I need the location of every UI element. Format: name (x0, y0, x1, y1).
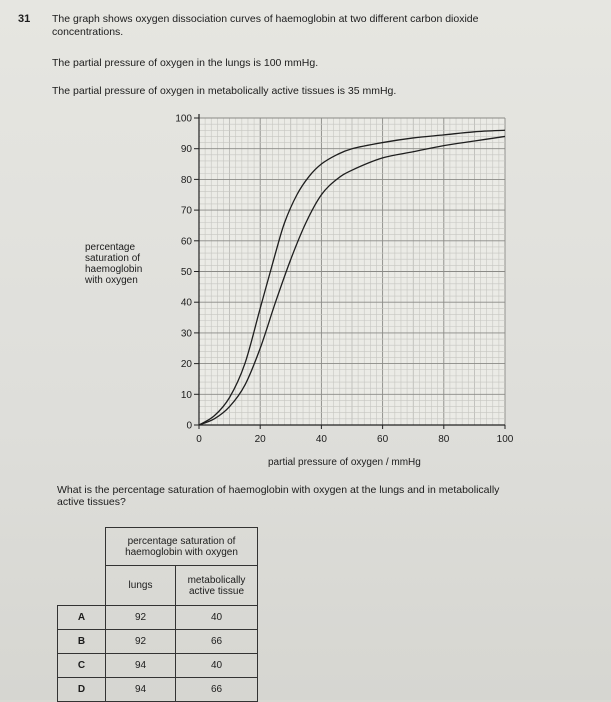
y-axis-title-line: with oxygen (85, 275, 138, 286)
col-header-lungs: lungs (106, 566, 176, 606)
lungs-value: 94 (106, 678, 176, 702)
option-letter: A (58, 606, 106, 630)
prompt-line-1: What is the percentage saturation of haemoglobin with oxygen at the lungs and in metabolically (57, 484, 500, 496)
y-tick-label: 40 (180, 297, 192, 309)
table-corner (58, 528, 106, 566)
lungs-value: 92 (106, 606, 176, 630)
x-tick-label: 80 (438, 434, 450, 445)
x-axis-title: partial pressure of oxygen / mmHg (268, 457, 421, 468)
table-header-top (106, 528, 258, 566)
y-tick-label: 90 (180, 144, 192, 156)
answer-table (57, 527, 258, 702)
y-tick-label: 20 (180, 359, 192, 371)
option-letter: B (58, 630, 106, 654)
y-axis-title-line: haemoglobin (85, 264, 143, 275)
table-row[interactable] (58, 654, 258, 678)
table-row[interactable] (58, 678, 258, 702)
x-tick-label: 20 (254, 434, 266, 445)
question-line-2: concentrations. (52, 26, 124, 38)
x-tick-label: 0 (196, 434, 202, 445)
y-tick-label: 70 (180, 205, 192, 217)
question-number: 31 (18, 13, 31, 25)
tissue-value: 40 (176, 654, 258, 678)
table-header-line: percentage saturation of (127, 535, 236, 547)
y-tick-label: 0 (186, 420, 192, 432)
lungs-value: 94 (106, 654, 176, 678)
y-tick-label: 10 (180, 389, 192, 401)
y-tick-label: 100 (175, 113, 192, 125)
tissue-value: 66 (176, 630, 258, 654)
x-tick-label: 100 (496, 434, 514, 445)
x-tick-label: 60 (377, 434, 389, 445)
x-tick-label: 40 (315, 434, 327, 445)
col-header-tissue (176, 566, 258, 606)
y-tick-label: 50 (180, 267, 192, 278)
fact-tissues: The partial pressure of oxygen in metabolically active tissues is 35 mmHg. (52, 85, 397, 97)
prompt-line-2: active tissues? (57, 496, 126, 508)
table-row[interactable] (58, 630, 258, 654)
question-line-1: The graph shows oxygen dissociation curves of haemoglobin at two different carbon dioxide (52, 13, 479, 25)
tissue-value: 66 (176, 678, 258, 702)
lungs-value: 92 (106, 630, 176, 654)
fact-lungs: The partial pressure of oxygen in the lungs is 100 mmHg. (52, 57, 319, 69)
y-tick-label: 80 (180, 174, 192, 186)
table-row[interactable] (58, 606, 258, 630)
y-axis-title-line: percentage (85, 242, 136, 253)
y-axis-title (85, 242, 165, 286)
y-axis-title-line: saturation of (85, 253, 141, 264)
tissue-value: 40 (176, 606, 258, 630)
col-header-tissue-line: metabolically (187, 574, 246, 586)
y-tick-label: 60 (180, 236, 192, 248)
option-letter: C (58, 654, 106, 678)
table-header-line: haemoglobin with oxygen (125, 546, 238, 558)
col-header-tissue-line: active tissue (188, 585, 245, 597)
option-letter: D (58, 678, 106, 702)
table-corner (58, 566, 106, 606)
y-tick-label: 30 (180, 328, 192, 340)
